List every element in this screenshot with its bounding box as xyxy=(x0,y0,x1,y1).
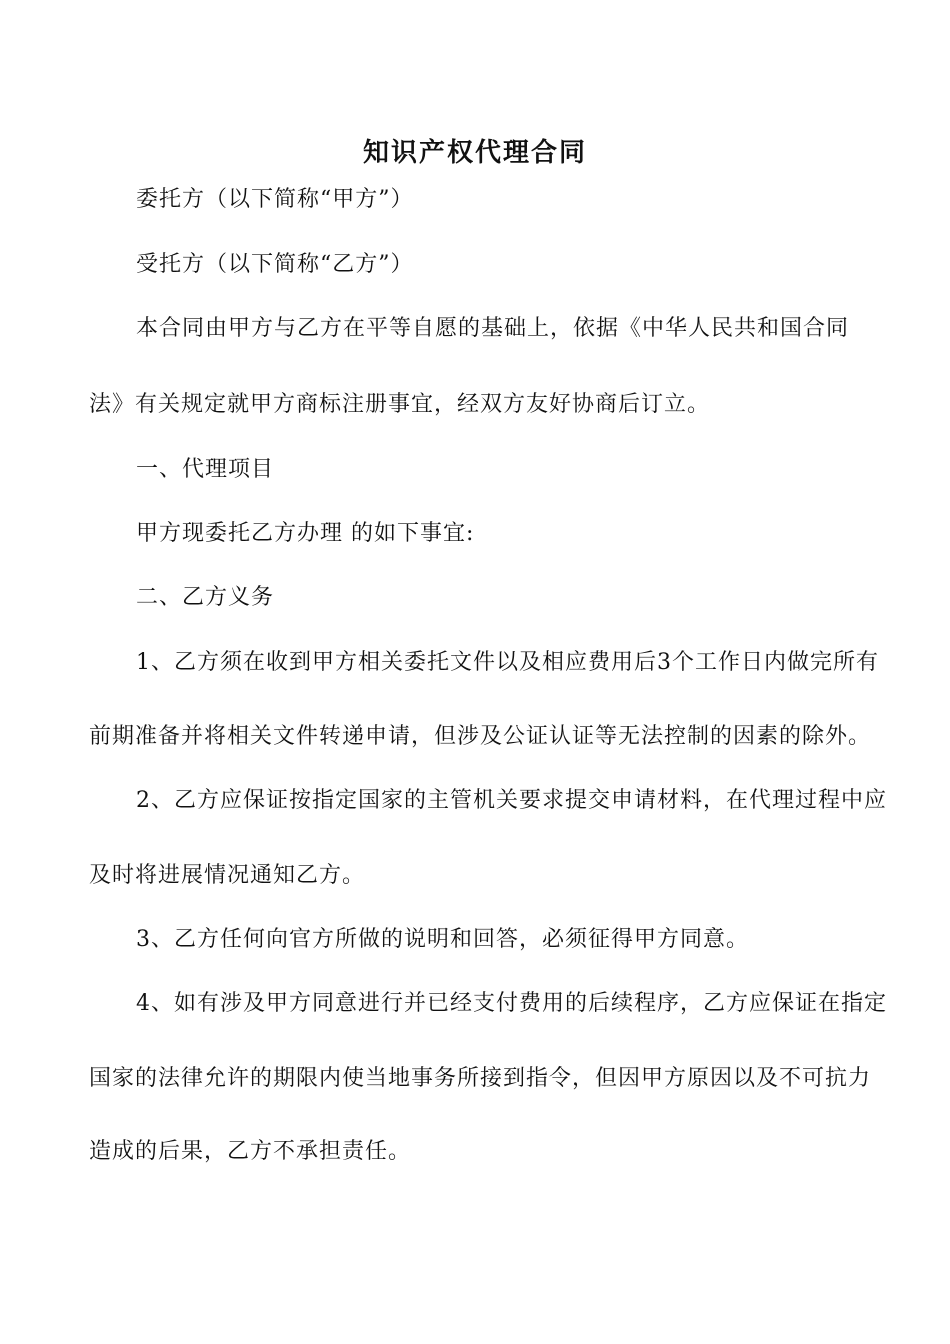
preamble-line-2: 法》有关规定就甲方商标注册事宜，经双方友好协商后订立。 xyxy=(89,392,711,417)
section-heading-agency-items: 一、代理项目 xyxy=(136,457,275,482)
duty-4-line-3: 造成的后果，乙方不承担责任。 xyxy=(89,1139,412,1164)
section-heading-party-b-duties: 二、乙方义务 xyxy=(136,585,275,610)
party-a-line: 委托方（以下简称“甲方”） xyxy=(136,187,414,212)
duty-1-line-2: 前期准备并将相关文件转递申请，但涉及公证认证等无法控制的因素的除外。 xyxy=(89,724,872,749)
agency-items-line: 甲方现委托乙方办理 的如下事宜: xyxy=(136,521,475,546)
duty-3-line: 3、乙方任何向官方所做的说明和回答，必须征得甲方同意。 xyxy=(136,927,749,952)
duty-2-line-1: 2、乙方应保证按指定国家的主管机关要求提交申请材料，在代理过程中应 xyxy=(136,788,887,813)
duty-4-line-1: 4、如有涉及甲方同意进行并已经支付费用的后续程序，乙方应保证在指定 xyxy=(136,991,887,1016)
duty-2-line-2: 及时将进展情况通知乙方。 xyxy=(89,863,366,888)
party-b-line: 受托方（以下简称“乙方”） xyxy=(136,252,414,277)
preamble-line-1: 本合同由甲方与乙方在平等自愿的基础上，依据《中华人民共和国合同 xyxy=(136,316,850,341)
document-title: 知识产权代理合同 xyxy=(362,138,587,168)
duty-4-line-2: 国家的法律允许的期限内使当地事务所接到指令，但因甲方原因以及不可抗力 xyxy=(89,1066,872,1091)
duty-1-line-1: 1、乙方须在收到甲方相关委托文件以及相应费用后3个工作日内做完所有 xyxy=(136,650,879,675)
